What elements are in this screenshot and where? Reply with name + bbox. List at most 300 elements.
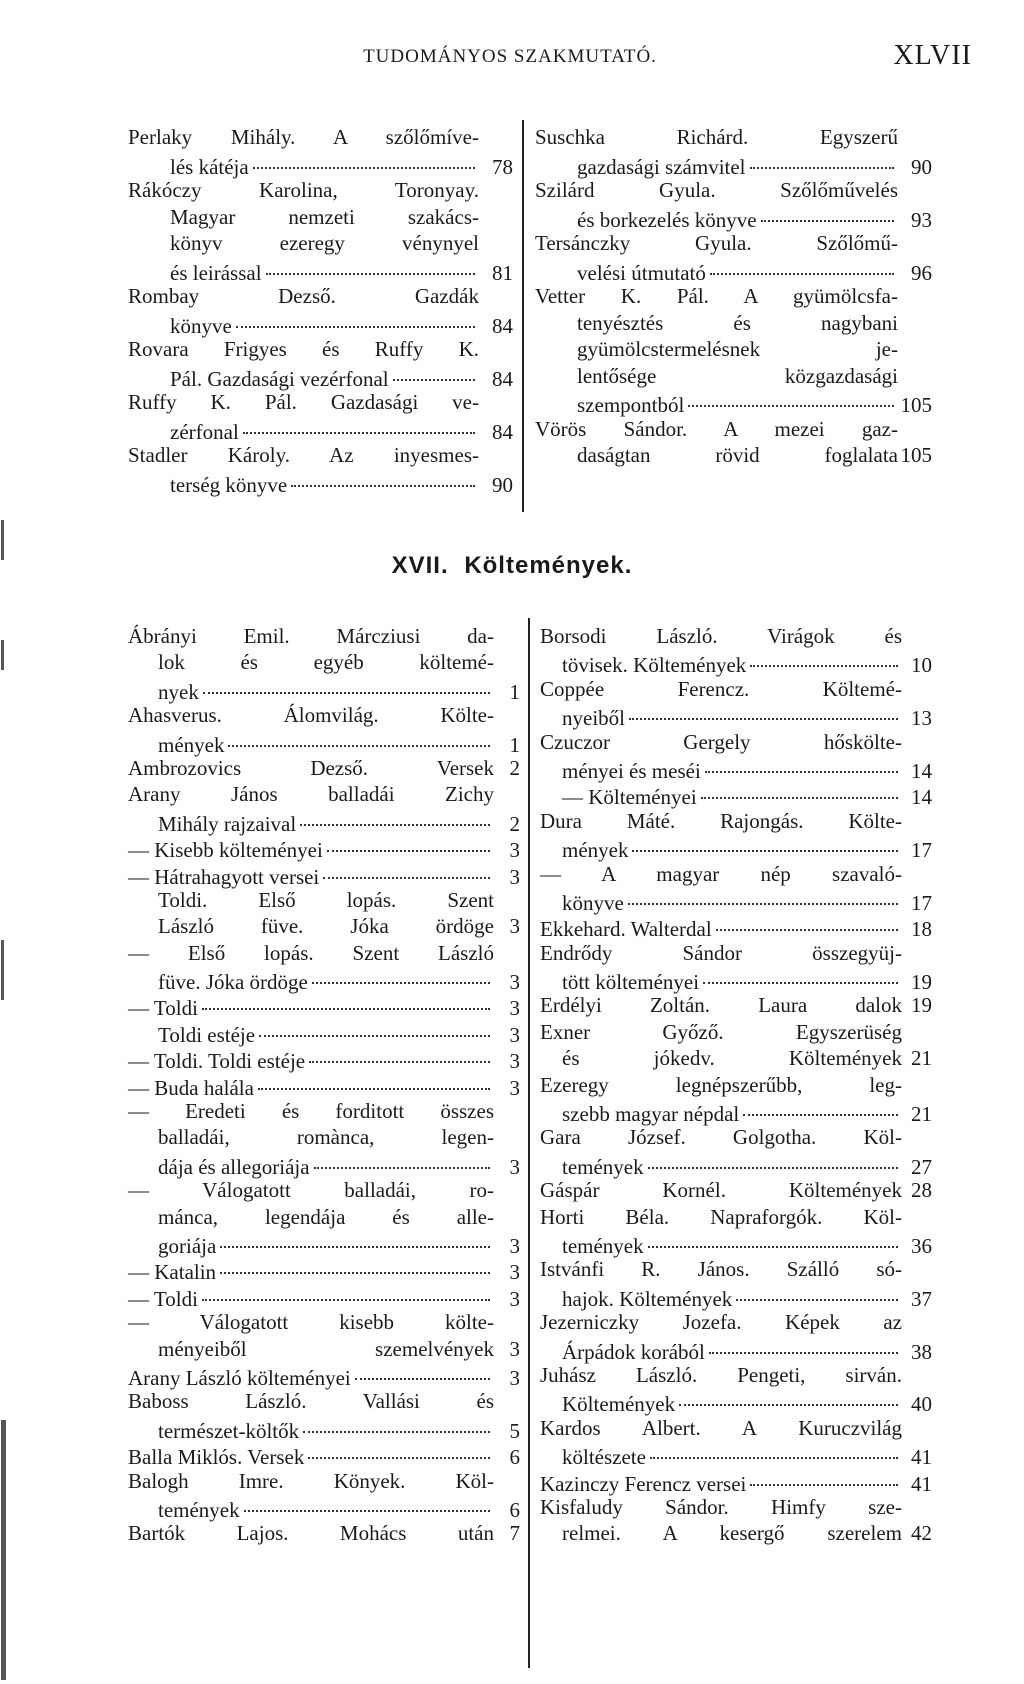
- entry-text: — Toldi: [128, 1286, 198, 1311]
- dot-leader: [701, 776, 898, 799]
- index-entry: [540, 940, 932, 993]
- entry-text: Ambrozovics Dezső. Versek: [128, 755, 494, 780]
- index-entry: [128, 283, 513, 336]
- dot-leader: [703, 961, 898, 984]
- entry-line: [535, 389, 932, 416]
- running-header: [0, 40, 1024, 80]
- entry-page-number: 13: [911, 706, 932, 731]
- entry-text: könyve: [562, 890, 624, 915]
- entry-text: — Toldi. Toldi estéje: [128, 1049, 306, 1074]
- entry-page-number: 3: [509, 1022, 520, 1047]
- dot-leader: [258, 1067, 490, 1090]
- entry-page-number: 90: [492, 472, 513, 497]
- column-divider-top: [522, 120, 524, 512]
- entry-text: ményei és meséi: [562, 758, 701, 783]
- entry-page-number: 81: [492, 260, 513, 285]
- entry-text: Vetter K. Pál. A gyümölcsfa-: [535, 284, 898, 308]
- dot-leader: [236, 305, 475, 328]
- index-entry: [128, 389, 513, 442]
- index-entry: [128, 1520, 520, 1546]
- entry-line: [540, 1283, 932, 1309]
- index-entry: [128, 623, 520, 702]
- entry-line: [128, 1309, 520, 1335]
- entry-page-number: 3: [509, 838, 520, 863]
- index-entry: [540, 913, 932, 942]
- dot-leader: [253, 146, 475, 169]
- index-entry: [540, 808, 932, 861]
- entry-text: tövisek. Költemények: [562, 653, 747, 678]
- section-number: XVII.: [391, 552, 449, 579]
- entry-text: — Kisebb költeményei: [128, 838, 323, 863]
- entry-page-number: 17: [911, 890, 932, 915]
- entry-text: szebb magyar népdal: [562, 1102, 740, 1127]
- entry-page-number: 41: [911, 1445, 932, 1470]
- entry-text: nyek: [158, 679, 199, 704]
- index-entry: [540, 676, 932, 729]
- entry-line: [535, 310, 932, 337]
- entry-page-number: 10: [911, 653, 932, 678]
- entry-page-number: 84: [492, 313, 513, 338]
- dot-leader: [736, 1278, 898, 1301]
- dot-leader: [243, 411, 475, 434]
- entry-text: temények: [562, 1154, 644, 1179]
- entry-line: [535, 204, 932, 231]
- entry-page-number: 3: [509, 1049, 520, 1074]
- entry-line: [128, 1177, 520, 1203]
- entry-line: [540, 1230, 932, 1256]
- entry-text: Tersánczky Gyula. Szőlőmű-: [535, 231, 898, 255]
- dot-leader: [750, 644, 898, 667]
- entry-text: lentősége közgazdasági: [577, 363, 898, 388]
- entry-line: [128, 204, 513, 231]
- entry-line: [128, 1441, 520, 1470]
- entry-text: Toldi estéje: [158, 1022, 256, 1047]
- dot-leader: [327, 829, 490, 852]
- entry-text: — Buda halála: [128, 1075, 254, 1100]
- entry-page-number: 3: [509, 1154, 520, 1179]
- entry-line: [128, 469, 513, 496]
- dot-leader: [650, 1436, 898, 1459]
- index-entry: [128, 1309, 520, 1362]
- entry-page-number: 21: [911, 1102, 932, 1127]
- entry-line: [540, 1494, 932, 1520]
- entry-line: [128, 177, 513, 204]
- entry-text: hajok. Költemények: [562, 1286, 733, 1311]
- dot-leader: [648, 1225, 898, 1248]
- dot-leader: [228, 724, 490, 747]
- index-entry: [535, 283, 932, 416]
- header-title: TUDOMÁNYOS SZAKMUTATÓ.: [363, 46, 657, 67]
- index-entry: [128, 781, 520, 834]
- entry-page-number: 90: [911, 154, 932, 179]
- entry-text: — Toldi: [128, 996, 198, 1021]
- entry-text: költészete: [562, 1445, 646, 1470]
- index-entry: [128, 1441, 520, 1470]
- index-entry: [540, 1362, 932, 1415]
- index-entry: [128, 1283, 520, 1309]
- entry-text: daságtan rövid foglalata: [577, 443, 898, 467]
- entry-text: Vörös Sándor. A mezei gaz-: [535, 416, 898, 441]
- entry-line: [540, 649, 932, 678]
- dot-leader: [750, 1463, 898, 1486]
- entry-page-number: 38: [911, 1339, 932, 1364]
- entry-page-number: 3: [509, 1260, 520, 1285]
- entry-text: Ábrányi Emil. Márcziusi da-: [128, 624, 494, 648]
- index-entry: [128, 442, 513, 495]
- entry-text: Gara József. Golgotha. Köl-: [540, 1125, 902, 1150]
- column-divider-bottom: [528, 618, 530, 1668]
- dot-leader: [323, 856, 490, 879]
- index-entry: [540, 1468, 932, 1494]
- entry-page-number: 19: [911, 993, 932, 1018]
- entry-page-number: 93: [911, 207, 932, 232]
- entry-text: Czuczor Gergely hősköltе-: [540, 729, 902, 754]
- index-entry: [128, 940, 520, 993]
- dot-leader: [314, 1146, 490, 1169]
- entry-line: [540, 1388, 932, 1417]
- entry-text: Coppée Ferencz. Költemé-: [540, 676, 902, 701]
- entry-text: — Válogatott kisebb költe-: [128, 1310, 494, 1335]
- dot-leader: [709, 1331, 898, 1354]
- entry-page-number: 42: [911, 1521, 932, 1546]
- entry-text: füve. Jóka ördöge: [158, 970, 308, 995]
- dot-leader: [202, 987, 490, 1010]
- entry-line: [128, 1072, 520, 1098]
- entry-page-number: 3: [509, 1336, 520, 1361]
- dot-leader: [761, 199, 894, 222]
- entry-page-number: 3: [509, 864, 520, 889]
- index-entry: [535, 416, 932, 469]
- dot-leader: [259, 1014, 490, 1037]
- entry-page-number: 3: [509, 1075, 520, 1100]
- entry-line: [540, 913, 932, 942]
- entry-line: [540, 966, 932, 995]
- index-entry: [128, 336, 513, 389]
- entry-text: és borkezelés könyve: [577, 207, 757, 232]
- entry-line: [535, 336, 932, 363]
- index-entry: [540, 861, 932, 914]
- entry-text: Rákóczy Karolina, Toronyay.: [128, 178, 479, 202]
- index-entry: [540, 1072, 932, 1125]
- dot-leader: [308, 1436, 490, 1459]
- entry-text: Ruffy K. Pál. Gazdasági ve-: [128, 390, 479, 414]
- index-entry: [540, 1124, 932, 1177]
- entry-text: Istvánfi R. János. Szálló só-: [540, 1257, 902, 1282]
- entry-line: [540, 1177, 932, 1203]
- entry-page-number: 41: [911, 1471, 932, 1496]
- section-heading: [0, 552, 1024, 580]
- entry-text: Suschka Richárd. Egyszerű: [535, 125, 898, 149]
- index-entry: [535, 230, 932, 283]
- entry-text: mények: [158, 732, 225, 757]
- entry-page-number: 105: [900, 443, 932, 467]
- dot-leader: [303, 1410, 490, 1433]
- entry-page-number: 14: [911, 785, 932, 810]
- entry-text: Borsodi László. Virágok és: [540, 624, 902, 648]
- entry-text: relmei. A kesergő szerelem: [562, 1521, 902, 1546]
- entry-text: gyümölcstermelésnek je-: [577, 337, 898, 361]
- dot-leader: [632, 829, 898, 852]
- entry-text: Pál. Gazdasági vezérfonal: [170, 366, 389, 391]
- entry-line: [540, 702, 932, 731]
- index-entry: [540, 992, 932, 1018]
- section-title-text: Költemények.: [464, 552, 633, 579]
- entry-line: [540, 1151, 932, 1177]
- entry-text: nyeiből: [562, 706, 625, 731]
- entry-line: [128, 151, 513, 178]
- index-column-top-left: [128, 124, 513, 495]
- entry-line: [128, 1151, 520, 1177]
- dot-leader: [203, 671, 490, 694]
- dot-leader: [716, 908, 898, 931]
- entry-page-number: 5: [509, 1418, 520, 1443]
- entry-page-number: 3: [509, 1365, 520, 1390]
- entry-text: könyve: [170, 313, 232, 338]
- index-entry: [540, 623, 932, 676]
- index-entry: [535, 124, 932, 177]
- entry-text: Szilárd Gyula. Szőlőművelés: [535, 178, 898, 202]
- index-entry: [540, 729, 932, 782]
- entry-line: [128, 416, 513, 443]
- entry-line: [128, 755, 520, 781]
- entry-text: balladái, romànca, legen-: [158, 1125, 494, 1150]
- entry-text: goriája: [158, 1233, 217, 1258]
- dot-leader: [710, 252, 894, 275]
- dot-leader: [220, 1225, 490, 1248]
- index-entry: [128, 861, 520, 887]
- entry-text: természet-költők: [158, 1418, 300, 1443]
- dot-leader: [750, 146, 894, 169]
- index-entry: [128, 1098, 520, 1177]
- index-entry: [540, 1256, 932, 1309]
- index-entry: [540, 1204, 932, 1257]
- entry-text: Balogh Imre. Könyek. Köl-: [128, 1468, 494, 1493]
- dot-leader: [705, 750, 898, 773]
- dot-leader: [628, 882, 898, 905]
- dot-leader: [309, 1040, 490, 1063]
- dot-leader: [688, 384, 894, 407]
- entry-text: Perlaky Mihály. A szőlőmíve-: [128, 125, 479, 149]
- entry-page-number: 17: [911, 838, 932, 863]
- entry-text: — Költeményei: [562, 785, 697, 810]
- entry-line: [540, 781, 932, 810]
- index-entry: [128, 702, 520, 755]
- entry-page-number: 96: [911, 260, 932, 285]
- entry-text: Baboss László. Vallási és: [128, 1389, 494, 1414]
- dot-leader: [648, 1146, 898, 1169]
- entry-page-number: 3: [509, 970, 520, 995]
- index-entry: [128, 755, 520, 781]
- entry-text: ményeiből szemelvények: [158, 1336, 494, 1361]
- entry-text: — Katalin: [128, 1260, 217, 1285]
- entry-line: [128, 363, 513, 390]
- entry-text: Kardos Albert. A Kuruczvilág: [540, 1415, 902, 1440]
- entry-text: Költemények: [562, 1392, 676, 1417]
- entry-page-number: 84: [492, 366, 513, 391]
- entry-line: [128, 1283, 520, 1309]
- index-entry: [540, 1309, 932, 1362]
- entry-text: Gáspár Kornél. Költemények: [540, 1178, 902, 1203]
- entry-line: [128, 1098, 520, 1124]
- entry-text: velési útmutató: [577, 260, 706, 285]
- index-entry: [540, 1494, 932, 1547]
- dot-leader: [629, 697, 898, 720]
- entry-text: Juhász László. Pengeti, sirván.: [540, 1362, 902, 1387]
- entry-text: László füve. Jóka ördöge: [158, 914, 494, 939]
- dot-leader: [743, 1093, 898, 1116]
- dot-leader: [202, 1278, 490, 1301]
- dot-leader: [679, 1383, 898, 1406]
- entry-page-number: 3: [509, 914, 520, 939]
- entry-line: [128, 913, 520, 939]
- entry-page-number: 6: [509, 1497, 520, 1522]
- entry-text: — A magyar nép szavaló-: [540, 861, 902, 886]
- entry-page-number: 105: [900, 393, 932, 417]
- entry-text: Exner Győző. Egyszerüség: [540, 1019, 902, 1044]
- entry-line: [540, 992, 932, 1018]
- entry-page-number: 37: [911, 1286, 932, 1311]
- entry-line: [535, 442, 932, 469]
- entry-text: Ekkehard. Walterdal: [540, 917, 712, 942]
- entry-line: [128, 1494, 520, 1520]
- index-entry: [128, 1388, 520, 1441]
- entry-text: Árpádok korából: [562, 1339, 705, 1364]
- page-edge-marks: [0, 520, 6, 1680]
- entry-line: [128, 861, 520, 887]
- index-entry: [535, 177, 932, 230]
- entry-line: [540, 1468, 932, 1494]
- entry-line: [128, 676, 520, 702]
- entry-text: Arany László költeményei: [128, 1365, 351, 1390]
- index-entry: [540, 781, 932, 810]
- entry-text: Toldi. Első lopás. Szent: [158, 887, 494, 912]
- entry-text: Magyar nemzeti szakács-: [170, 204, 479, 229]
- entry-page-number: 1: [509, 679, 520, 704]
- entry-line: [535, 151, 932, 178]
- entry-text: Balla Miklós. Versek: [128, 1445, 305, 1470]
- page-number: XLVII: [893, 40, 972, 71]
- entry-text: Kazinczy Ferencz versei: [540, 1471, 747, 1496]
- entry-page-number: 40: [911, 1392, 932, 1417]
- entry-page-number: 78: [492, 154, 513, 179]
- entry-text: temények: [562, 1233, 644, 1258]
- dot-leader: [312, 961, 490, 984]
- entry-text: temények: [158, 1497, 240, 1522]
- dot-leader: [291, 464, 475, 487]
- dot-leader: [220, 1251, 490, 1274]
- entry-text: — Hátrahagyott versei: [128, 864, 320, 889]
- index-entry: [128, 177, 513, 283]
- entry-text: Endrődy Sándor összegyüj-: [540, 940, 902, 965]
- entry-text: Arany János balladái Zichy: [128, 782, 494, 807]
- entry-text: és leirással: [170, 260, 262, 285]
- index-entry: [128, 887, 520, 940]
- entry-text: lok és egyéb költemé-: [158, 650, 494, 675]
- entry-page-number: 2: [509, 811, 520, 836]
- entry-text: Mihály rajzaival: [158, 811, 297, 836]
- entry-text: gazdasági számvitel: [577, 154, 746, 179]
- entry-text: Bartók Lajos. Mohács után: [128, 1521, 494, 1546]
- index-column-top-right: [535, 124, 932, 469]
- dot-leader: [355, 1357, 490, 1380]
- entry-line: [535, 416, 932, 443]
- entry-page-number: 7: [509, 1521, 520, 1546]
- entry-line: [540, 1019, 932, 1045]
- entry-line: [540, 1520, 932, 1546]
- index-entry: [128, 1362, 520, 1388]
- entry-text: tött költeményei: [562, 970, 700, 995]
- entry-page-number: 18: [911, 917, 932, 942]
- entry-line: [535, 257, 932, 284]
- entry-text: mények: [562, 838, 629, 863]
- index-entry: [540, 1177, 932, 1203]
- index-entry: [128, 124, 513, 177]
- entry-text: Ezeregy legnépszerűbb, leg-: [540, 1072, 902, 1097]
- entry-text: Rovara Frigyes és Ruffy K.: [128, 337, 479, 361]
- entry-text: Jezerniczky Jozefa. Képek az: [540, 1310, 902, 1335]
- entry-text: Ahasverus. Álomvilág. Költe-: [128, 703, 494, 728]
- entry-line: [128, 1362, 520, 1388]
- entry-page-number: 1: [509, 732, 520, 757]
- entry-text: Dura Máté. Rajongás. Költe-: [540, 808, 902, 833]
- entry-page-number: 3: [509, 996, 520, 1021]
- entry-page-number: 3: [509, 1233, 520, 1258]
- entry-text: Stadler Károly. Az inyesmes-: [128, 443, 479, 467]
- entry-text: terség könyve: [170, 472, 288, 497]
- entry-line: [540, 1336, 932, 1362]
- index-entry: [128, 1072, 520, 1098]
- entry-page-number: 2: [509, 755, 520, 780]
- entry-page-number: 84: [492, 419, 513, 444]
- entry-line: [540, 834, 932, 863]
- entry-line: [128, 310, 513, 337]
- entry-line: [128, 623, 520, 649]
- dot-leader: [393, 358, 475, 381]
- entry-page-number: 28: [911, 1178, 932, 1203]
- entry-text: — Első lopás. Szent László: [128, 940, 494, 965]
- entry-page-number: 14: [911, 758, 932, 783]
- entry-text: dája és allegoriája: [158, 1154, 310, 1179]
- entry-line: [128, 257, 513, 284]
- index-entry: [128, 1177, 520, 1256]
- entry-line: [535, 283, 932, 310]
- entry-text: Kisfaludy Sándor. Himfy sze-: [540, 1494, 902, 1519]
- entry-page-number: 36: [911, 1233, 932, 1258]
- entry-line: [128, 729, 520, 755]
- entry-text: Erdélyi Zoltán. Laura dalok: [540, 993, 902, 1018]
- index-entry: [540, 1415, 932, 1468]
- entry-page-number: 6: [509, 1445, 520, 1470]
- entry-text: és jókedv. Költemények: [562, 1046, 902, 1071]
- entry-line: [540, 1098, 932, 1127]
- entry-text: mánca, legendája és alle-: [158, 1204, 494, 1229]
- index-column-bottom-left: [128, 623, 520, 1547]
- dot-leader: [244, 1489, 490, 1512]
- entry-text: — Eredeti és forditott összes: [128, 1099, 494, 1124]
- index-column-bottom-right: [540, 623, 932, 1547]
- entry-text: tenyésztés és nagybani: [577, 310, 898, 335]
- index-entry: [128, 1468, 520, 1521]
- entry-line: [128, 887, 520, 913]
- entry-page-number: 3: [509, 1286, 520, 1311]
- entry-line: [540, 1045, 932, 1071]
- entry-page-number: 21: [911, 1046, 932, 1071]
- entry-text: szempontból: [577, 393, 685, 417]
- index-entry: [540, 1019, 932, 1072]
- entry-text: zérfonal: [170, 419, 239, 444]
- dot-leader: [266, 252, 475, 275]
- entry-text: Rombay Dezső. Gazdák: [128, 284, 479, 308]
